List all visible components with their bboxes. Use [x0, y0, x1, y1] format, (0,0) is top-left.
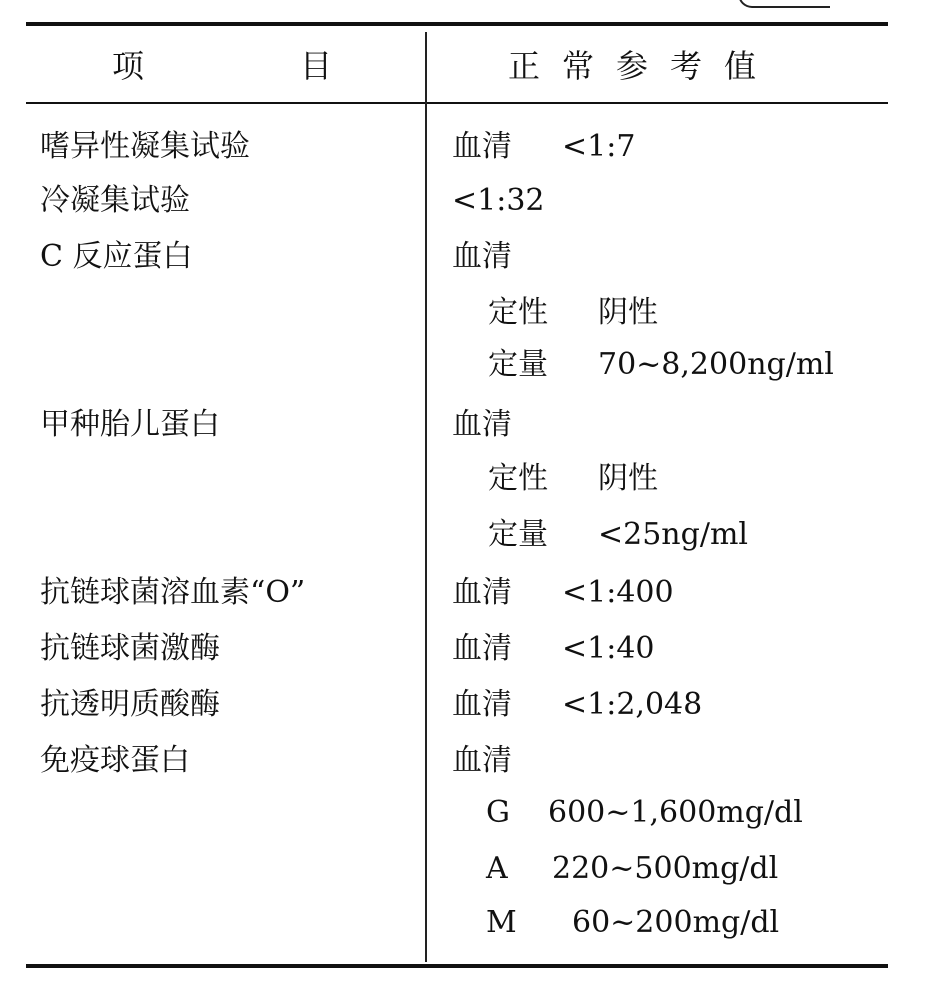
header-item-char-2: 目	[300, 47, 333, 85]
row-item-alpha-fetoprotein: 甲种胎儿蛋白	[40, 407, 220, 442]
row-item-cold-agglutination: 冷凝集试验	[40, 183, 190, 218]
row-sub-label: 定性	[488, 295, 548, 330]
row-sub-label: 定性	[488, 461, 548, 496]
row-value-label: 血清	[452, 129, 512, 164]
row-item-c-reactive-protein: C 反应蛋白	[40, 239, 193, 274]
row-sub-label: 定量	[488, 347, 548, 382]
row-item-immunoglobulin: 免疫球蛋白	[40, 743, 190, 778]
row-item-antistreptokinase: 抗链球菌激酶	[40, 631, 220, 666]
row-item-antistreptolysin-o: 抗链球菌溶血素“O”	[40, 575, 306, 610]
corner-bracket-mark	[738, 0, 830, 8]
row-value-label: 血清	[452, 575, 512, 610]
row-sub-value: 阴性	[598, 461, 658, 496]
row-value-label: 血清	[452, 239, 512, 274]
row-value: <1:400	[562, 575, 674, 610]
row-value: <1:40	[562, 631, 655, 666]
table-bottom-rule	[26, 964, 888, 968]
row-sub-value: 70~8,200ng/ml	[598, 347, 834, 382]
table-top-rule	[26, 22, 888, 26]
row-sub-label: 定量	[488, 517, 548, 552]
row-value-label: 血清	[452, 743, 512, 778]
row-sub-value: 60~200mg/dl	[572, 905, 780, 940]
row-sub-value: <25ng/ml	[598, 517, 748, 552]
row-sub-value: 220~500mg/dl	[552, 851, 779, 886]
row-item-heterophile-agglutination: 嗜异性凝集试验	[40, 129, 250, 164]
column-divider	[425, 32, 427, 962]
row-value-label: 血清	[452, 407, 512, 442]
row-value: <1:2,048	[562, 687, 703, 722]
row-sub-label: A	[486, 851, 508, 886]
row-sub-label: M	[486, 905, 517, 940]
row-value: <1:32	[452, 183, 545, 218]
header-item-char-1: 项	[112, 47, 145, 85]
row-sub-value: 阴性	[598, 295, 658, 330]
row-value-label: 血清	[452, 687, 512, 722]
row-value: <1:7	[562, 129, 636, 164]
header-reference-value: 正常参考值	[508, 47, 779, 85]
row-item-antihyaluronidase: 抗透明质酸酶	[40, 687, 220, 722]
row-value-label: 血清	[452, 631, 512, 666]
row-sub-label: G	[486, 795, 510, 830]
row-sub-value: 600~1,600mg/dl	[548, 795, 803, 830]
table-header-rule	[26, 102, 888, 104]
